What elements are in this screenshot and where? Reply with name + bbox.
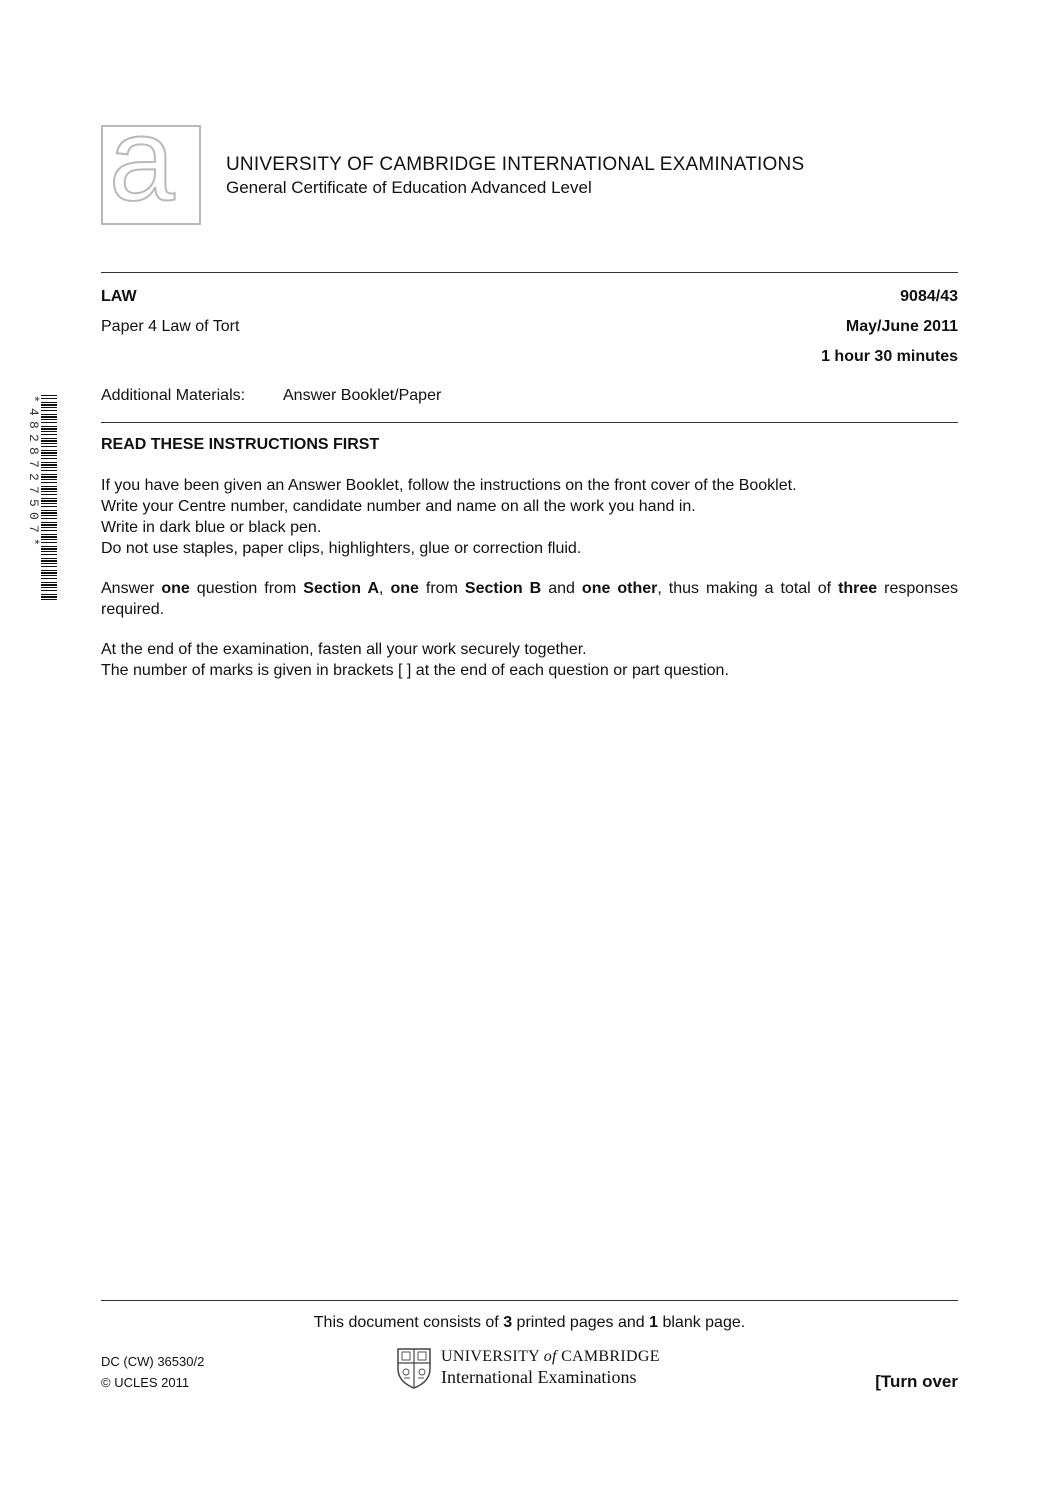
barcode-bar [41, 582, 57, 583]
instruction-line: If you have been given an Answer Booklet, follow the instructions on the front cover of the Booklet. [101, 477, 797, 494]
text-run: Answer [101, 580, 162, 597]
cambridge-crest-icon [396, 1347, 432, 1389]
answer-instruction [101, 578, 958, 620]
materials-label: Additional Materials: [101, 387, 246, 404]
logo-text: CAMBRIDGE [561, 1348, 660, 1365]
barcode-bar [41, 548, 57, 550]
barcode-bar [41, 479, 57, 480]
barcode-bar [41, 458, 57, 459]
barcode-bar [41, 539, 57, 540]
paper-code: 9084/43 [900, 288, 958, 305]
barcode-bar [41, 422, 57, 423]
barcode-bar [41, 599, 57, 600]
barcode-bar [41, 510, 57, 511]
emphasis-run: three [838, 580, 878, 597]
barcode-bar [41, 498, 57, 499]
barcode-text-container [27, 395, 41, 601]
barcode-bar [41, 590, 57, 591]
exam-duration: 1 hour 30 minutes [821, 348, 958, 365]
footer-divider [101, 1300, 958, 1301]
barcode-bar [41, 563, 57, 564]
barcode-bar [41, 570, 57, 571]
barcode-bar [41, 414, 57, 415]
barcode-bar [41, 551, 57, 552]
instruction-line: Write your Centre number, candidate number and name on all the work you hand in. [101, 498, 696, 515]
barcode-bar [41, 488, 57, 490]
text-run: question from [189, 580, 304, 597]
barcode-bar [41, 494, 57, 495]
barcode-bar [41, 464, 57, 466]
barcode-bar [41, 446, 57, 447]
barcode-bar [41, 575, 57, 576]
barcode-bar [41, 587, 57, 588]
document-code: DC (CW) 36530/2 [101, 1354, 205, 1369]
barcode-bar [41, 542, 57, 543]
barcode-bar [41, 566, 57, 567]
barcode-bar [41, 402, 57, 403]
barcode-text: *4828727507* [26, 395, 41, 552]
subject-label: LAW [101, 288, 137, 305]
barcode-bar [41, 431, 57, 432]
barcode-bar [41, 452, 57, 454]
text-run: , [379, 580, 391, 597]
barcode-bar [41, 546, 57, 547]
barcode-bar [41, 470, 57, 471]
barcode-bar [41, 467, 57, 468]
barcode-bar [41, 506, 57, 507]
barcode-bar [41, 486, 57, 487]
barcode-bar [41, 434, 57, 435]
logo-text: of [543, 1348, 557, 1365]
barcode-bar [41, 515, 57, 516]
emphasis-run: one other [581, 580, 658, 597]
header-divider [101, 272, 958, 273]
barcode-bar [41, 578, 57, 579]
barcode-bar [41, 518, 57, 519]
barcode-bar [41, 426, 57, 427]
barcode-bar [41, 395, 57, 396]
barcode-bar [41, 450, 57, 451]
barcode-bar [41, 560, 57, 562]
barcode-bar [41, 500, 57, 502]
instruction-line: The number of marks is given in brackets [ ] at the end of each question or part question. [101, 662, 729, 679]
barcode-bar [41, 416, 57, 418]
barcode-bar [41, 522, 57, 523]
text-run: printed pages and [512, 1314, 650, 1331]
text-run: from [418, 580, 465, 597]
emphasis-run: Section A [303, 580, 380, 597]
instructions-heading: READ THESE INSTRUCTIONS FIRST [101, 436, 380, 453]
exam-session: May/June 2011 [845, 318, 958, 335]
barcode-bar [41, 594, 57, 595]
barcode-bar [41, 438, 57, 439]
barcode-bar [41, 554, 57, 555]
text-run: and [541, 580, 582, 597]
logo-letter: a [109, 94, 175, 226]
cie-logo [101, 94, 201, 226]
barcode-bar [41, 428, 57, 430]
instruction-line: Do not use staples, paper clips, highlighters, glue or correction fluid. [101, 540, 582, 557]
emphasis-run: one [390, 580, 419, 597]
barcode-bar [41, 558, 57, 559]
barcode-bar [41, 476, 57, 478]
copyright-notice: © UCLES 2011 [101, 1375, 190, 1390]
barcode-bar [41, 491, 57, 492]
barcode-bar [41, 534, 57, 535]
emphasis-run: Section B [464, 580, 542, 597]
org-name: UNIVERSITY OF CAMBRIDGE INTERNATIONAL EXAMINATIONS [226, 154, 805, 175]
printed-pages-count: 3 [503, 1314, 513, 1331]
barcode-bar [41, 440, 57, 442]
barcode-bar [41, 407, 57, 408]
emphasis-run: one [161, 580, 190, 597]
text-run: , thus making a total of [657, 580, 839, 597]
candidate-barcode [41, 395, 57, 601]
turn-over-note: [Turn over [875, 1372, 958, 1391]
barcode-bar [41, 443, 57, 444]
barcode-bar [41, 462, 57, 463]
barcode-bar [41, 419, 57, 420]
text-run: This document consists of [313, 1314, 504, 1331]
barcode-bar [41, 527, 57, 528]
barcode-bar [41, 596, 57, 598]
barcode-bar [41, 512, 57, 514]
instructions-list [101, 475, 958, 559]
barcode-bar [41, 398, 57, 399]
qualification-title: General Certificate of Education Advanced Level [226, 178, 592, 197]
cambridge-logo-line2: International Examinations [441, 1367, 637, 1387]
barcode-bar [41, 530, 57, 531]
page-count-note [101, 1314, 958, 1332]
closing-instructions [101, 639, 958, 681]
text-run: blank page. [658, 1314, 746, 1331]
barcode-bar [41, 503, 57, 504]
barcode-bar [41, 404, 57, 406]
barcode-bar [41, 572, 57, 574]
blank-pages-count: 1 [649, 1314, 659, 1331]
barcode-bar [41, 524, 57, 526]
materials-divider [101, 422, 958, 423]
barcode-bar [41, 584, 57, 586]
barcode-graphic [41, 395, 57, 601]
paper-title: Paper 4 Law of Tort [101, 318, 240, 335]
barcode-bar [41, 536, 57, 538]
instruction-line: At the end of the examination, fasten all your work securely together. [101, 641, 587, 658]
barcode-bar [41, 455, 57, 456]
barcode-bar [41, 474, 57, 475]
text-run: responses required. [101, 580, 958, 618]
barcode-bar [41, 482, 57, 483]
logo-text: UNIVERSITY [441, 1348, 540, 1365]
barcode-bar [41, 410, 57, 411]
cambridge-logo-line1 [441, 1348, 660, 1366]
materials-value: Answer Booklet/Paper [283, 387, 442, 404]
instruction-line: Write in dark blue or black pen. [101, 519, 322, 536]
